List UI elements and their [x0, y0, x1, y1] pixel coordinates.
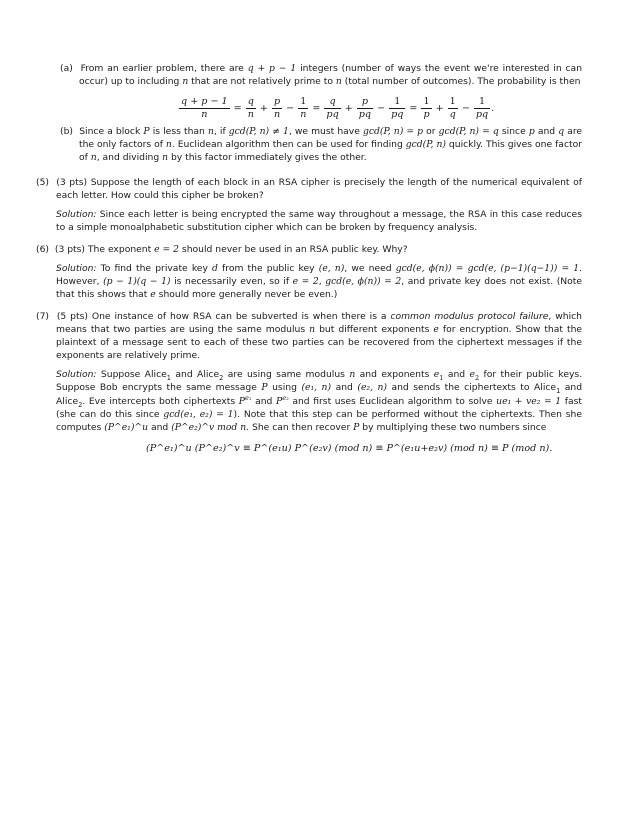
math-d: d [212, 263, 218, 275]
operator: = [312, 103, 321, 114]
math-expression: (P^e₂)^v [171, 421, 215, 433]
item-b-text: quickly. This gives one factor of [79, 139, 582, 164]
item-b-text: are the only factors of [79, 126, 583, 151]
question-6-text: should never be used in an RSA public key. Why? [181, 244, 408, 255]
solution-text: and Alice [56, 382, 583, 407]
item-a-text: integers (number of ways the event we're interested in can occur) up to including [79, 63, 583, 88]
fraction: $\frac{1}{pq}$ [475, 96, 489, 120]
item-b-text: is less than [152, 126, 205, 137]
item-b-text: , if [213, 126, 226, 137]
solution-text: and [447, 369, 466, 381]
operator: + [435, 103, 444, 114]
fraction: $\frac{q + p - 1}{n}$ [181, 96, 228, 120]
recovery-equation [146, 443, 553, 454]
solution-text: and sends the ciphertexts to Alice [391, 382, 557, 394]
item-b-label: (b) [60, 126, 74, 137]
math-e: e [150, 289, 156, 301]
operator: − [286, 103, 295, 114]
math-expression: (p − 1)(q − 1) [103, 276, 171, 288]
solution-text: and first uses Euclidean algorithm to solve [292, 395, 493, 407]
superscript: e₂ [282, 393, 289, 402]
solution-label: Solution: [56, 209, 97, 221]
math-expression: (e₂, n) [357, 382, 387, 394]
solution-text: ). Note that this step can be performed without the ciphertexts. Then she computes [56, 408, 583, 433]
solution-text: is necessarily even, so if [174, 276, 290, 288]
question-7-text: , which means that two parties are using the same modulus [56, 311, 583, 336]
solution-text: for their public keys. Suppose Bob encrypts the same message [56, 369, 583, 394]
solution-text: fast (she can do this since [56, 395, 583, 420]
math-expression: (e, n) [318, 263, 345, 275]
solution-text: , [318, 276, 322, 288]
math-expression: e = 2 [154, 244, 179, 255]
operator: = [409, 103, 418, 114]
math-e: e [433, 369, 440, 381]
math-expression: gcd(e, ϕ(n)) = gcd(e, (p−1)(q−1)) = 1 [395, 263, 580, 275]
solution-text: using [272, 382, 297, 394]
math-n: n [182, 76, 189, 88]
item-b-text: or [426, 126, 436, 137]
fraction: $\frac{p}{n}$ [273, 96, 281, 120]
fraction: $\frac{q}{n}$ [247, 96, 254, 120]
question-7-text: (5 pts) One instance of how RSA can be subverted is when there is a [56, 311, 387, 322]
solution-text: and [150, 421, 169, 433]
solution-text: and [335, 382, 353, 394]
superscript: e₁ [244, 393, 252, 402]
question-7-text: for encryption. Show that the plaintext of a message sent to each of these two parties can be recovered from the ciphertext messages if the exponents are relatively prime. [56, 324, 583, 362]
emphasized-term: common modulus protocol failure [390, 311, 549, 322]
math-expression: gcd(e₁, e₂) = 1 [163, 408, 234, 420]
question-7-text: but different exponents [319, 324, 430, 336]
operator: + [259, 103, 268, 114]
item-b-text: . Euclidean algorithm then can be used for finding [171, 139, 403, 151]
fraction: $\frac{q}{pq}$ [326, 96, 339, 120]
math-expression: gcd(P, n) = p [362, 126, 424, 137]
solution-text: should more generally never be even.) [158, 289, 338, 301]
solution-text: . Eve intercepts both ciphertexts [82, 395, 236, 407]
solution-text: are using same modulus [227, 369, 345, 381]
fraction: $\frac{1}{pq}$ [391, 96, 404, 120]
solution-text: Suppose Alice [100, 369, 167, 381]
operator: + [344, 103, 353, 114]
fraction: $\frac{1}{p}$ [423, 96, 430, 120]
math-expression: gcd(e, ϕ(n)) = 2 [325, 276, 402, 288]
question-6-text: (3 pts) The exponent [54, 244, 152, 255]
math-expression: e = 2 [292, 276, 319, 288]
subscript: 2 [78, 400, 83, 409]
solution-label: Solution: [56, 369, 97, 381]
solution-text: and [255, 395, 273, 407]
equation-text: (P^e₁)^u (P^e₂)^v ≡ P^(e₁u) P^(e₂v) (mod n) ≡ P^(e₁u+e₂v) (mod n) ≡ P (mod n). [146, 443, 553, 454]
period: . [491, 103, 495, 114]
solution-text: , and private key does not exist. (Note that this shows that [56, 276, 583, 301]
question-7-label: (7) [36, 311, 50, 322]
item-b-text: , we must have [288, 126, 360, 137]
math-expression: gcd(P, n) ≠ 1 [228, 126, 289, 137]
item-a-text: (total number of outcomes). The probability is then [344, 76, 581, 88]
question-7 [36, 310, 582, 434]
math-expression: gcd(P, n) = q [438, 126, 499, 137]
solution-text: and Alice [175, 369, 220, 381]
math-P: P [276, 395, 283, 407]
item-b-text: , and dividing [96, 152, 160, 164]
operator: − [377, 103, 386, 114]
question-5-label: (5) [36, 177, 50, 188]
math-expression: (e₁, n) [301, 382, 332, 394]
operator: = [233, 103, 242, 114]
math-e: e [469, 369, 475, 381]
math-n: n [165, 139, 172, 151]
fraction: $\frac{p}{pq}$ [358, 96, 372, 120]
math-expression: q + p − 1 [247, 63, 297, 74]
math-P: P [261, 382, 268, 394]
math-expression: ue₁ + ve₂ = 1 [496, 395, 562, 407]
fraction: $\frac{1}{n}$ [300, 96, 307, 120]
math-expression: (P^e₁)^u [104, 421, 149, 433]
fraction: $\frac{1}{q}$ [449, 96, 456, 120]
solution-text: and exponents [359, 369, 430, 381]
subscript: 1 [439, 374, 444, 383]
item-b-text: Since a block [79, 126, 141, 137]
question-5-text: (3 pts) Suppose the length of each block in an RSA cipher is precisely the length of the numerical equivalent of each letter. How could this cipher be broken? [56, 177, 583, 202]
item-b-text: since [501, 126, 526, 137]
item-b [60, 125, 582, 164]
solution-text: . She can then recover [246, 421, 351, 433]
question-6 [36, 243, 582, 301]
solution-label: Solution: [56, 263, 97, 275]
item-a-text: that are not relatively prime to [191, 76, 333, 88]
subscript: 2 [474, 374, 480, 383]
math-n: n [349, 369, 356, 381]
operator: − [461, 103, 470, 114]
math-P: P [143, 126, 150, 137]
math-n: n [207, 126, 214, 137]
math-P: P [353, 421, 360, 433]
item-a-label: (a) [60, 63, 73, 74]
subscript: 2 [219, 374, 224, 383]
math-n: n [335, 76, 342, 88]
math-n: n [162, 152, 169, 164]
math-e: e [433, 324, 439, 336]
math-q: q [558, 126, 565, 137]
probability-equation [178, 96, 495, 121]
math-n: n [90, 152, 97, 164]
math-n: n [309, 324, 316, 336]
math-expression: mod n [217, 421, 247, 433]
item-a-text: From an earlier problem, there are [80, 63, 244, 74]
math-p: p [528, 126, 535, 137]
item-b-text: and [537, 126, 556, 137]
subscript: 1 [166, 374, 171, 383]
math-P: P [238, 395, 245, 407]
solution-text: from the public key [222, 263, 315, 275]
question-6-label: (6) [36, 244, 50, 255]
solution-text: . However, [56, 263, 583, 288]
solution-text: by multiplying these two numbers since [362, 421, 547, 433]
question-5 [36, 176, 582, 234]
subscript: 1 [556, 387, 561, 396]
item-a [60, 62, 582, 88]
math-expression: gcd(P, n) [405, 139, 446, 151]
solution-text: , we need [344, 263, 392, 275]
solution-text: To find the private key [100, 263, 208, 275]
item-b-text: by this factor immediately gives the other. [170, 152, 367, 164]
question-5-solution: Since each letter is being encrypted the same way throughout a message, the RSA in this case reduces to a simple monoalphabetic substitution cipher which can be broken by frequency analysis. [56, 209, 583, 234]
